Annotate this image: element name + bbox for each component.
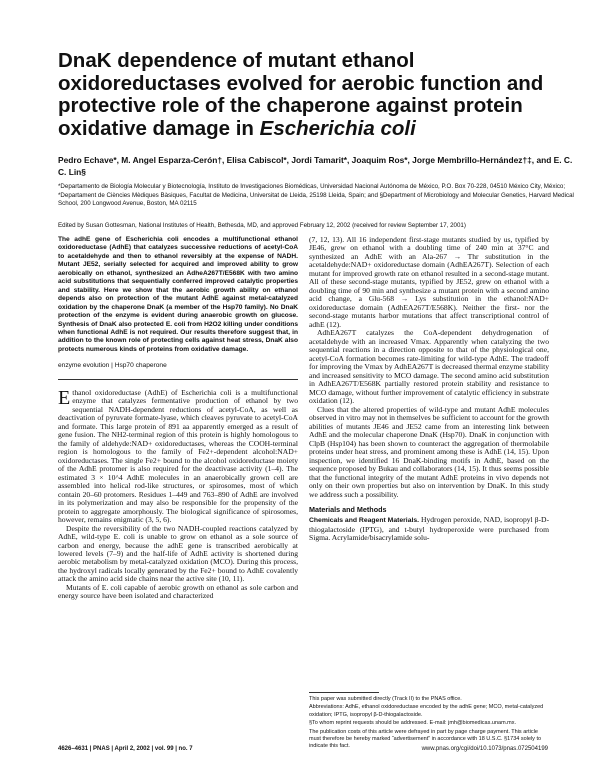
footnote: Abbreviations: AdhE, ethanol oxidoreductase encoded by the adhE gene; MCO, metal-catalyzed oxidation; IPTG, isopropyl β-D-thiogalactoside. [309,704,544,718]
abstract: The adhE gene of Escherichia coli encodes a multifunctional ethanol oxidoreductase (AdhE) that catalyzes successive reductions of acetyl-CoA to acetaldehyde and then to ethanol reversibly at the expense of NADH. Mutant JE52, serially selected for acquired and improved ability to grow aerobically on ethanol, synthesized an AdheA267T/E568K with two amino acid substitutions that sequentially conferred improved catalytic properties and stability. Here we show that the aerobic growth ability on ethanol depends also on protection of the mutant AdhE against metal-catalyzed oxidation by the chaperone DnaK (a member of the Hsp70 family). No DnaK protection of the enzyme is evident during anaerobic growth on glucose. Synthesis of DnaK also protected E. coli from H2O2 killing under conditions when functional AdhE is not required. Our results therefore suggest that, in addition to the known role of protecting cells against heat stress, DnaK also protects numerous kinds of proteins from oxidative damage. [58,236,298,353]
affiliations: *Departamento de Biología Molecular y Biotecnología, Instituto de Investigaciones Biomédicas, Universidad Nacional Autónoma de México, P.O. Box 70-228, 04510 México City, México; *Departament de Ciències Mèdiques Bàsiques, Facultat de Medicina, Universitat de Lleida, 25198 Lleida, Spain; and §Department of Microbiology and Molecular Genetics, Harvard Medical School, 200 Longwood Avenue, Boston, MA 02115 [58,183,574,208]
intro-text: thanol oxidoreductase (AdhE) of Escherichia coli is a multifunctional enzyme that catalyzes fermentative production of ethanol by two sequential NADH-dependent reductions of acetyl-CoA, as well as deactivation of pyruvate formate-lyase, which cleaves pyruvate to acetyl-CoA and formate. This large protein of 891 aa apparently emerged as a result of gene fusion. The NH2-terminal region of this protein is highly homologous to the family of aldehyde:NAD+ oxidoreductases, whereas the COOH-terminal region is homologous to the family of Fe2+-dependent alcohol:NAD+ oxidoreductases. The single Fe2+ bound to the alcohol oxidoreductase moiety of the AdhE protomer is also required for the deactivase activity (1–4). The estimated 3 × 10^4 AdhE molecules in an anaerobically grown cell are assembled into helical rod-like structures, or spirosomes, most of which contain 20–60 protomers. Residues 1–449 and 763–890 of AdhE are involved in its polymerization and may also be responsible for the propensity of the protein to aggregate amorphously. The biological significance of spirosomes, however, remains enigmatic (3, 5, 6). [58,387,298,525]
footnote: §To whom reprint requests should be addressed. E-mail: jmh@biomedicas.unam.mx. [309,720,517,727]
methods-heading: Materials and Methods [309,505,387,515]
body-paragraph: (7, 12, 13). All 16 independent first-stage mutants studied by us, typified by JE46, grew on ethanol with a doubling time of 240 min at 37°C and synthesized an AdhE with an Ala-267 → Thr substitution in the acetaldehyde:NAD+ oxidoreductase domain (AdhEA267T). Selection of each mutant for improved growth rate on ethanol resulted in a second-stage mutant. All of these second-stage mutants, typified by JE52, grew on ethanol with a doubling time of 90 min and synthesize a mutant protein with a second amino acid change, a Glu-568 → Lys substitution in the ethanol:NAD+ oxidoreductase domain (AdhEA267T/E568K). Neither the first- nor the second-stage mutants harbor mutations that affect transcriptional control of adhE (12). [309,235,549,329]
body-paragraph: Despite the reversibility of the two NADH-coupled reactions catalyzed by AdhE, wild-type E. coli is unable to grow on ethanol as a sole source of carbon and energy, because the adhE gene is transcribed aerobically at lowered levels (7–9) and the half-life of AdhE activity is shortened during aerobic metabolism by metal-catalyzed oxidation (MCO). During this process, the hydroxyl radicals locally generated by the Fe2+ bound to AdhE covalently attack the amino acid side chains near the active site (10, 11). [58,523,298,584]
author-list: Pedro Echave*, M. Angel Esparza-Cerón†, Elisa Cabiscol*, Jordi Tamarit*, Joaquim Ros*, Jorge Membrillo-Hernández†‡, and E. C. C. Lin§ [58,155,573,177]
edited-by-line: Edited by Susan Gottesman, National Institutes of Health, Bethesda, MD, and approved February 12, 2002 (received for review September 17, 2001) [58,222,466,229]
body-paragraph: Mutants of E. coli capable of aerobic growth on ethanol as sole carbon and energy source have been isolated and characterized [58,582,298,601]
page-footer [58,744,548,754]
keywords: enzyme evolution | Hsp70 chaperone [58,362,167,370]
left-column [58,236,298,601]
footnote: This paper was submitted directly (Track II) to the PNAS office. [309,696,462,702]
methods-text: Hydrogen peroxide, NAD, isopropyl β-D-thiogalactoside (IPTG), and t-butyl hydroperoxide were purchased from Sigma. Acrylamide/bisacrylamide solu- [309,515,550,542]
methods-paragraph [309,516,549,542]
body-paragraph: AdhEA267T catalyzes the CoA-dependent dehydrogenation of acetaldehyde with an increased Vmax. Apparently when catalyzing the two sequential reactions in a direction opposite to that of the physiological one, acetyl-CoA formation becomes rate-limiting for wild-type AdhE. The tradeoff for improving the Vmax by AdhEA267T is decreased thermal enzyme stability and increased sensitivity to MCO damage. The second amino acid substitution in AdhEA267T/E568K partially restored protein stability and resistance to MCO damage, without further improvement of catalytic efficiency in substrate oxidation (12). [309,328,549,406]
drop-cap: E [58,386,71,409]
methods-runin-heading: Chemicals and Reagent Materials. [309,517,420,525]
footnote-divider [309,692,379,693]
title-organism: Escherichia coli [259,116,416,140]
intro-paragraph [58,386,298,525]
body-paragraph: Clues that the altered properties of wild-type and mutant AdhE molecules observed in vitro may not in themselves be sufficient to account for the growth abilities of mutants JE46 and JE52 came from an interesting link between AdhE and the molecular chaperone DnaK (Hsp70). DnaK in conjunction with ClpB (Hsp104) has been shown to counteract the aggregation of thermolabile proteins under heat stress, and prominent among these is AdhE (14, 15). Upon inspection, we identified 16 DnaK-binding motifs in AdhE, based on the sequence proposed by Bukau and collaborators (14, 15). It thus seems possible that the functional integrity of the mutant AdhE proteins in vivo depends not only on their own properties but also on intervention by DnaK. In this study we address such a possibility. [309,404,549,499]
abstract-divider [58,379,298,380]
footer-doi: www.pnas.org/cgi/doi/10.1073/pnas.072504199 [421,746,548,752]
right-column [309,236,549,542]
footer-citation: 4626–4631 | PNAS | April 2, 2002 | vol. 99 | no. 7 [58,746,193,752]
title-main: DnaK dependence of mutant ethanol oxidoreductases evolved for aerobic function and protective role of the chaperone against protein oxidative damage in [58,49,544,140]
footnote: The publication costs of this article were defrayed in part by page charge payment. This article must therefore be hereby marked “advertisement” in accordance with 18 U.S.C. §1734 solely to indicate this fact. [309,728,542,750]
paper-title [58,50,558,140]
